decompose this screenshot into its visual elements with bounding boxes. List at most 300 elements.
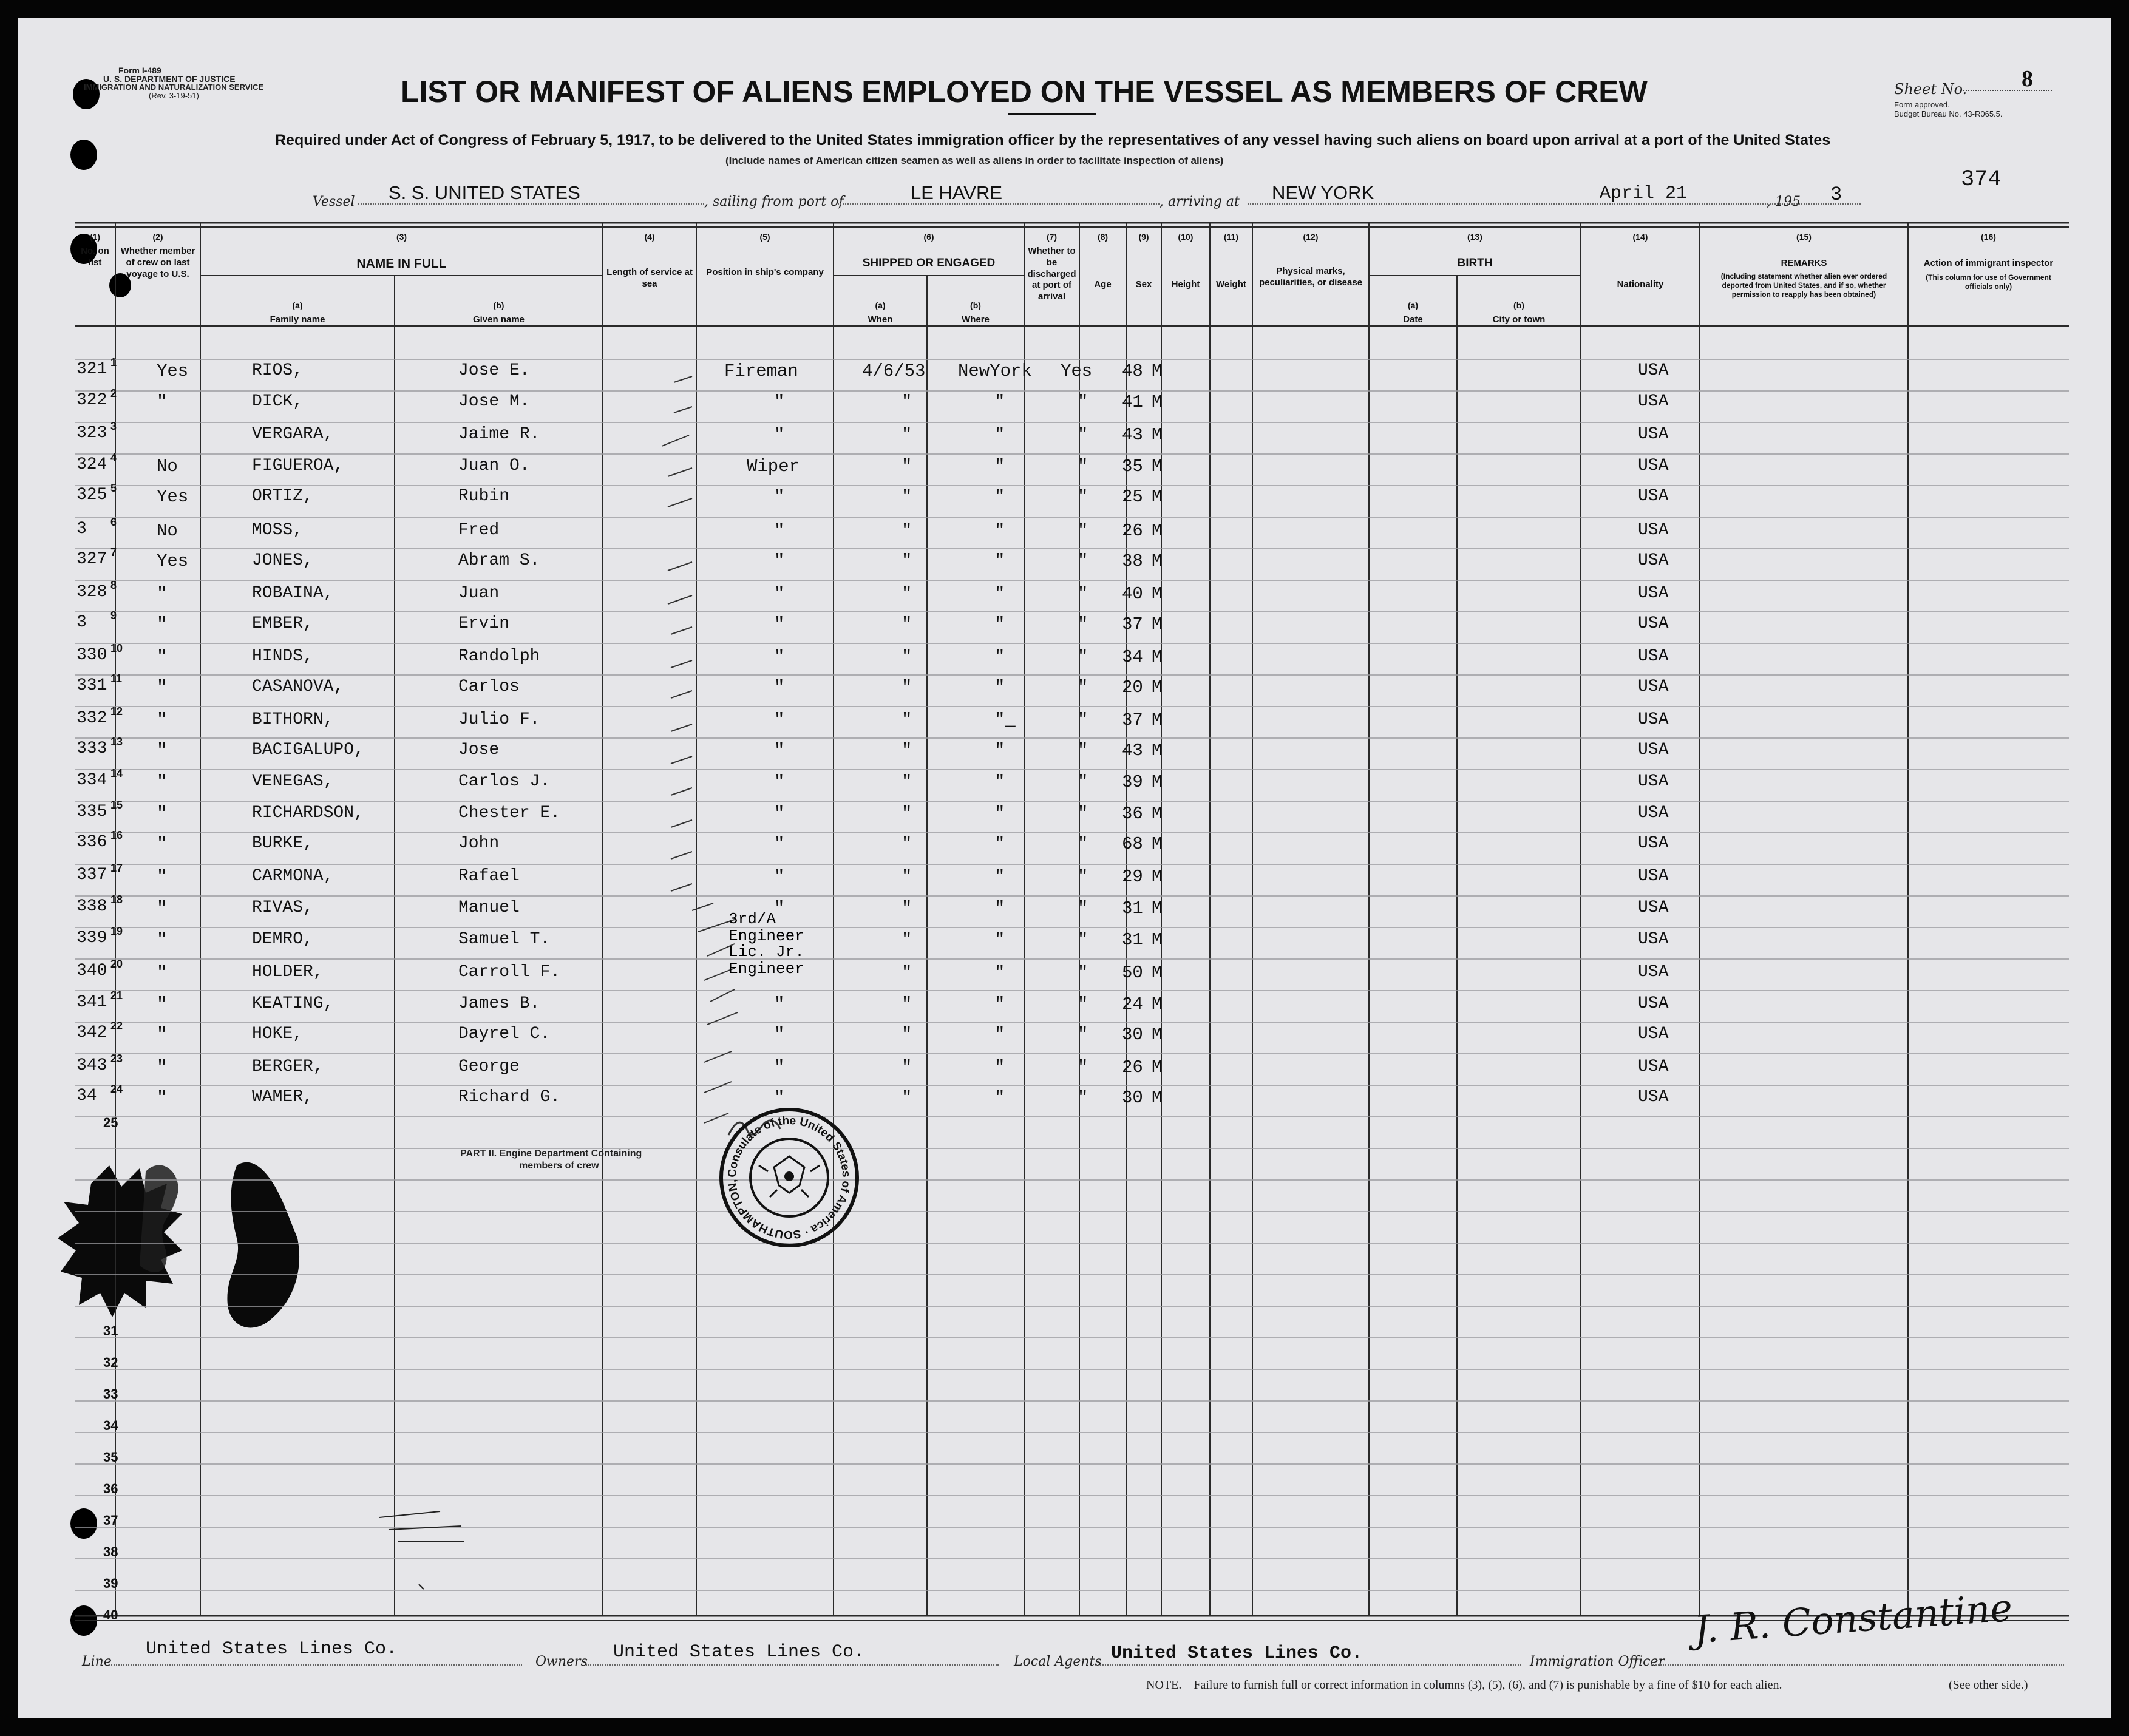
column-number-c11: (11)	[1223, 232, 1239, 242]
crew-last-voyage: "	[157, 1057, 168, 1077]
subcolumn-number-c13b: (b)	[1513, 300, 1524, 310]
handwritten-list-number: 3	[76, 613, 87, 632]
crew-nationality: USA	[1638, 867, 1669, 886]
crew-given-name: Ervin	[458, 614, 510, 633]
crew-position: "	[774, 614, 785, 634]
crew-age: 30	[1122, 1088, 1143, 1108]
crew-sex: M	[1152, 361, 1163, 381]
column-header-c12: Physical marks, peculiarities, or disease	[1258, 266, 1363, 288]
empty-line-number: 40	[103, 1607, 118, 1622]
crew-sex: M	[1152, 677, 1163, 697]
arriving-label: , arriving at	[1160, 194, 1240, 209]
crew-family-name: CARMONA,	[252, 867, 334, 886]
crew-age: 48	[1122, 361, 1143, 381]
handwritten-list-number: 325	[76, 486, 107, 504]
vessel-name: S. S. UNITED STATES	[389, 182, 580, 203]
empty-line-number: 33	[103, 1386, 118, 1402]
crew-sex: M	[1152, 1057, 1163, 1077]
crew-family-name: RIVAS,	[252, 898, 313, 917]
crew-age: 25	[1122, 487, 1143, 507]
empty-line-number: 36	[103, 1481, 118, 1496]
crew-sex: M	[1152, 392, 1163, 412]
crew-sex: M	[1152, 551, 1163, 571]
column-number-c3: (3)	[396, 232, 407, 242]
crew-position: "	[774, 677, 785, 697]
subcolumn-label-c6b: Where	[962, 314, 990, 325]
column-subheader-c16: (This column for use of Government officials only)	[1926, 273, 2051, 291]
crew-given-name: Fred	[458, 521, 500, 540]
crew-shipped-where: "	[994, 898, 1005, 918]
crew-shipped-where: "	[994, 1088, 1005, 1108]
column-number-c15: (15)	[1796, 232, 1812, 242]
column-number-c1: (1)	[89, 232, 101, 242]
crew-position: "	[774, 521, 785, 541]
empty-line-number: 34	[103, 1418, 118, 1433]
column-header-c4: Length of service at sea	[606, 267, 693, 289]
handwritten-list-number: 340	[76, 961, 107, 980]
crew-last-voyage: "	[157, 741, 168, 761]
sheet-number: 8	[2022, 66, 2033, 92]
crew-discharge: "	[1078, 551, 1088, 571]
crew-age: 34	[1122, 647, 1143, 667]
crew-shipped-where: "_	[994, 710, 1016, 730]
row-line-number: 22	[110, 1020, 123, 1032]
row-line-number: 8	[110, 579, 117, 591]
crew-position: Wiper	[747, 456, 800, 476]
crew-family-name: RIOS,	[252, 361, 304, 380]
footer-officer-label: Immigration Officer	[1530, 1654, 1665, 1669]
crew-shipped-where: "	[994, 867, 1005, 887]
crew-nationality: USA	[1638, 425, 1669, 444]
empty-line-number: 32	[103, 1355, 118, 1370]
crew-nationality: USA	[1638, 487, 1669, 506]
crew-discharge: "	[1078, 930, 1088, 950]
crew-nationality: USA	[1638, 647, 1669, 666]
crew-given-name: Rubin	[458, 487, 510, 506]
crew-family-name: WAMER,	[252, 1088, 313, 1107]
crew-shipped-where: "	[994, 521, 1005, 541]
stamp-text: Consulate of the United States of America · SOUTHAMPTON,	[725, 1114, 853, 1241]
crew-age: 37	[1122, 710, 1143, 730]
crew-given-name: Richard G.	[458, 1088, 561, 1107]
crew-family-name: JONES,	[252, 551, 313, 570]
crew-shipped-where: "	[994, 741, 1005, 761]
row-line-number: 16	[110, 829, 123, 841]
crew-discharge: "	[1078, 1025, 1088, 1045]
row-line-number: 11	[110, 673, 123, 685]
crew-shipped-where: "	[994, 1057, 1005, 1077]
crew-position: "	[774, 741, 785, 761]
crew-discharge: "	[1078, 834, 1088, 854]
crew-age: 37	[1122, 614, 1143, 634]
crew-discharge: Yes	[1061, 361, 1093, 381]
crew-shipped-where: "	[994, 647, 1005, 667]
stamp-number: 374	[1961, 167, 2002, 192]
handwritten-list-number: 336	[76, 833, 107, 852]
crew-position: "	[774, 392, 785, 412]
handwritten-list-number: 335	[76, 802, 107, 821]
crew-family-name: HOKE,	[252, 1025, 304, 1043]
crew-shipped-where: "	[994, 425, 1005, 445]
crew-discharge: "	[1078, 1057, 1088, 1077]
crew-family-name: BERGER,	[252, 1057, 324, 1076]
empty-line-number: 38	[103, 1544, 118, 1559]
crew-age: 38	[1122, 551, 1143, 571]
subcolumn-label-c13a: Date	[1403, 314, 1423, 325]
crew-last-voyage: "	[157, 1025, 168, 1045]
crew-nationality: USA	[1638, 392, 1669, 411]
crew-given-name: Juan O.	[458, 456, 530, 475]
footer-line-label: Line	[82, 1654, 112, 1669]
row-line-number: 1	[110, 356, 117, 368]
crew-shipped-where: "	[994, 584, 1005, 604]
crew-shipped-where: "	[994, 994, 1005, 1014]
crew-shipped-when: "	[902, 867, 912, 887]
crew-nationality: USA	[1638, 1025, 1669, 1043]
crew-shipped-where: "	[994, 963, 1005, 983]
crew-sex: M	[1152, 930, 1163, 950]
crew-family-name: FIGUEROA,	[252, 456, 344, 475]
form-number: Form I-489	[118, 66, 161, 75]
footer-owners-fill	[586, 1664, 999, 1666]
row-line-number: 10	[110, 642, 123, 654]
revision-date: (Rev. 3-19-51)	[149, 91, 199, 100]
crew-position: Fireman	[724, 361, 798, 381]
handwritten-list-number: 327	[76, 550, 107, 569]
crew-shipped-when: "	[902, 1088, 912, 1108]
crew-discharge: "	[1078, 867, 1088, 887]
crew-nationality: USA	[1638, 1057, 1669, 1076]
handwritten-list-number: 330	[76, 646, 107, 665]
crew-shipped-when: "	[902, 392, 912, 412]
crew-age: 26	[1122, 1057, 1143, 1077]
crew-shipped-when: "	[902, 963, 912, 983]
crew-shipped-when: 4/6/53	[862, 361, 926, 381]
crew-age: 50	[1122, 963, 1143, 983]
crew-given-name: Carroll F.	[458, 963, 561, 982]
crew-shipped-when: "	[902, 898, 912, 918]
crew-family-name: HOLDER,	[252, 963, 324, 982]
subtitle-note: (Include names of American citizen seamen as well as aliens in order to facilitate inspection of aliens)	[725, 155, 1224, 166]
crew-last-voyage: "	[157, 614, 168, 634]
crew-position: "	[774, 1057, 785, 1077]
budget-bureau: Budget Bureau No. 43-R065.5.	[1894, 109, 2003, 118]
service-name: IMMIGRATION AND NATURALIZATION SERVICE	[84, 83, 264, 92]
crew-shipped-when: "	[902, 930, 912, 950]
subcolumn-label-c6a: When	[868, 314, 893, 325]
row-line-number: 23	[110, 1053, 123, 1065]
crew-nationality: USA	[1638, 551, 1669, 570]
crew-last-voyage: "	[157, 677, 168, 697]
crew-sex: M	[1152, 898, 1163, 918]
handwritten-list-number: 343	[76, 1056, 107, 1075]
crew-given-name: Randolph	[458, 647, 540, 666]
vessel-label: Vessel	[313, 194, 355, 209]
crew-nationality: USA	[1638, 963, 1669, 982]
handwritten-list-number: 3	[76, 520, 87, 538]
crew-sex: M	[1152, 867, 1163, 887]
crew-shipped-when: "	[902, 772, 912, 792]
crew-last-voyage: "	[157, 963, 168, 983]
crew-sex: M	[1152, 647, 1163, 667]
crew-shipped-where: "	[994, 834, 1005, 854]
footer-officer-fill	[1651, 1664, 2064, 1666]
subcolumn-label-c3b: Given name	[472, 314, 525, 325]
row-line-number: 9	[110, 609, 117, 622]
arrival-year-digit: 3	[1830, 183, 1842, 206]
crew-discharge: "	[1078, 614, 1088, 634]
crew-sex: M	[1152, 1088, 1163, 1108]
crew-shipped-where: "	[994, 487, 1005, 507]
row-line-number: 2	[110, 387, 117, 399]
crew-age: 30	[1122, 1025, 1143, 1045]
column-header-c2: Whether member of crew on last voyage to U.S.	[120, 246, 195, 279]
footer-agents-value: United States Lines Co.	[1111, 1643, 1363, 1664]
empty-line-number: 25	[103, 1115, 118, 1130]
subcolumn-number-c13a: (a)	[1407, 300, 1419, 310]
column-number-c6: (6)	[923, 232, 934, 242]
column-header-c10: Height	[1171, 279, 1200, 290]
row-line-number: 7	[110, 546, 117, 558]
row-line-number: 5	[110, 482, 117, 494]
crew-position: "	[774, 551, 785, 571]
crew-nationality: USA	[1638, 741, 1669, 759]
handwritten-list-number: 321	[76, 360, 107, 379]
crew-sex: M	[1152, 994, 1163, 1014]
subcolumn-label-c3a: Family name	[270, 314, 325, 325]
crew-shipped-where: "	[994, 392, 1005, 412]
crew-nationality: USA	[1638, 710, 1669, 729]
crew-given-name: Jaime R.	[458, 425, 540, 444]
crew-position: Lic. Jr. Engineer	[728, 943, 804, 978]
crew-position: "	[774, 772, 785, 792]
crew-nationality: USA	[1638, 994, 1669, 1013]
crew-age: 43	[1122, 741, 1143, 761]
crew-given-name: Carlos	[458, 677, 520, 696]
page-title: LIST OR MANIFEST OF ALIENS EMPLOYED ON THE VESSEL AS MEMBERS OF CREW	[401, 75, 1648, 109]
crew-position: "	[774, 867, 785, 887]
crew-discharge: "	[1078, 994, 1088, 1014]
column-header-c14: Nationality	[1617, 279, 1664, 290]
crew-nationality: USA	[1638, 677, 1669, 696]
crew-sex: M	[1152, 834, 1163, 854]
crew-last-voyage: "	[157, 584, 168, 604]
crew-age: 68	[1122, 834, 1143, 854]
handwritten-list-number: 339	[76, 929, 107, 948]
footer-agents-label: Local Agents	[1014, 1654, 1102, 1669]
crew-family-name: DICK,	[252, 392, 304, 411]
row-line-number: 14	[110, 767, 123, 779]
row-line-number: 19	[110, 925, 123, 937]
handwritten-list-number: 328	[76, 583, 107, 602]
crew-position: "	[774, 425, 785, 445]
crew-shipped-when: "	[902, 741, 912, 761]
crew-family-name: MOSS,	[252, 521, 304, 540]
column-subheader-c15: (Including statement whether alien ever ordered deported from United States, and if so, whether permission to reapply has been obtained)	[1720, 272, 1887, 299]
crew-family-name: VENEGAS,	[252, 772, 334, 791]
row-line-number: 20	[110, 958, 123, 970]
crew-last-voyage: "	[157, 392, 168, 412]
consulate-seal-icon	[716, 1105, 862, 1250]
crew-position: "	[774, 994, 785, 1014]
crew-discharge: "	[1078, 963, 1088, 983]
crew-discharge: "	[1078, 1088, 1088, 1108]
column-number-c16: (16)	[1981, 232, 1996, 242]
see-other-side: (See other side.)	[1949, 1678, 2028, 1692]
crew-family-name: ROBAINA,	[252, 584, 334, 603]
handwritten-list-number: 338	[76, 897, 107, 916]
column-number-c13: (13)	[1467, 232, 1482, 242]
crew-sex: M	[1152, 521, 1163, 541]
column-header-c15: REMARKS	[1781, 258, 1827, 268]
crew-family-name: HINDS,	[252, 647, 313, 666]
crew-position: "	[774, 1088, 785, 1108]
column-number-c2: (2)	[152, 232, 163, 242]
crew-shipped-when: "	[902, 677, 912, 697]
handwritten-list-number: 323	[76, 424, 107, 442]
crew-shipped-when: "	[902, 804, 912, 824]
crew-shipped-when: "	[902, 1025, 912, 1045]
crew-age: 41	[1122, 392, 1143, 412]
column-header-c1: No. on list	[81, 246, 109, 268]
column-header-c16: Action of immigrant inspector	[1923, 258, 2054, 268]
crew-given-name: Manuel	[458, 898, 520, 917]
crew-sex: M	[1152, 804, 1163, 824]
column-header-c6: SHIPPED OR ENGAGED	[862, 257, 996, 270]
crew-shipped-when: "	[902, 584, 912, 604]
column-header-c8: Age	[1094, 279, 1112, 290]
crew-nationality: USA	[1638, 361, 1669, 380]
crew-nationality: USA	[1638, 584, 1669, 603]
column-number-c4: (4)	[644, 232, 655, 242]
crew-shipped-when: "	[902, 614, 912, 634]
handwritten-list-number: 322	[76, 391, 107, 410]
crew-last-voyage: Yes	[157, 487, 189, 507]
crew-last-voyage: "	[157, 710, 168, 730]
crew-last-voyage: No	[157, 456, 178, 476]
crew-sex: M	[1152, 741, 1163, 761]
crew-sex: M	[1152, 584, 1163, 604]
crew-shipped-when: "	[902, 994, 912, 1014]
row-line-number: 6	[110, 516, 117, 528]
column-header-c13: BIRTH	[1457, 257, 1493, 270]
crew-given-name: James B.	[458, 994, 540, 1013]
column-number-c10: (10)	[1178, 232, 1194, 242]
manifest-page	[18, 18, 2111, 1718]
column-header-c11: Weight	[1216, 279, 1246, 290]
crew-shipped-when: "	[902, 487, 912, 507]
column-number-c7: (7)	[1046, 232, 1058, 242]
handwritten-list-number: 341	[76, 993, 107, 1012]
row-line-number: 21	[110, 989, 123, 1002]
crew-position: "	[774, 1025, 785, 1045]
subtitle: Required under Act of Congress of February 5, 1917, to be delivered to the United States immigration officer by the representatives of any vessel having such aliens on board upon arrival at a port of the United States	[275, 132, 1831, 149]
crew-age: 24	[1122, 994, 1143, 1014]
row-line-number: 18	[110, 893, 123, 906]
empty-line-number: 37	[103, 1513, 118, 1528]
crew-shipped-when: "	[902, 1057, 912, 1077]
subcolumn-number-c6b: (b)	[970, 300, 981, 310]
port-from: LE HAVRE	[911, 182, 1003, 203]
row-line-number: 4	[110, 452, 117, 464]
crew-discharge: "	[1078, 710, 1088, 730]
crew-sex: M	[1152, 425, 1163, 445]
crew-nationality: USA	[1638, 614, 1669, 633]
crew-last-voyage: No	[157, 521, 178, 541]
crew-last-voyage: Yes	[157, 551, 189, 571]
crew-position: "	[774, 487, 785, 507]
crew-discharge: "	[1078, 425, 1088, 445]
crew-age: 43	[1122, 425, 1143, 445]
crew-position: "	[774, 898, 785, 918]
crew-family-name: CASANOVA,	[252, 677, 344, 696]
crew-family-name: ORTIZ,	[252, 487, 313, 506]
handwritten-list-number: 333	[76, 739, 107, 758]
crew-given-name: Chester E.	[458, 804, 561, 822]
crew-last-voyage: "	[157, 834, 168, 854]
crew-position: "	[774, 710, 785, 730]
crew-family-name: VERGARA,	[252, 425, 334, 444]
crew-position: "	[774, 834, 785, 854]
footer-owners-label: Owners	[535, 1654, 588, 1669]
crew-age: 29	[1122, 867, 1143, 887]
crew-family-name: RICHARDSON,	[252, 804, 364, 822]
column-number-c12: (12)	[1303, 232, 1319, 242]
crew-discharge: "	[1078, 647, 1088, 667]
empty-line-number: 31	[103, 1323, 118, 1338]
crew-nationality: USA	[1638, 834, 1669, 853]
column-header-c9: Sex	[1135, 279, 1152, 290]
crew-last-voyage: "	[157, 994, 168, 1014]
crew-shipped-where: "	[994, 772, 1005, 792]
sheet-label: Sheet No.	[1894, 81, 1968, 98]
handwritten-list-number: 337	[76, 866, 107, 884]
crew-nationality: USA	[1638, 1088, 1669, 1107]
part-note: PART II. Engine Department Containing	[460, 1148, 642, 1159]
crew-given-name: John	[458, 834, 500, 853]
crew-shipped-when: "	[902, 710, 912, 730]
crew-sex: M	[1152, 487, 1163, 507]
crew-given-name: Dayrel C.	[458, 1025, 551, 1043]
column-header-c7: Whether to be discharged at port of arrival	[1027, 246, 1076, 302]
crew-family-name: EMBER,	[252, 614, 313, 633]
crew-last-voyage: "	[157, 1088, 168, 1108]
crew-discharge: "	[1078, 392, 1088, 412]
crew-shipped-where: "	[994, 456, 1005, 476]
crew-given-name: Rafael	[458, 867, 520, 886]
crew-shipped-when: "	[902, 647, 912, 667]
port-arriving: NEW YORK	[1272, 182, 1374, 203]
crew-discharge: "	[1078, 898, 1088, 918]
crew-given-name: Jose	[458, 741, 500, 759]
crew-age: 36	[1122, 804, 1143, 824]
crew-last-voyage: "	[157, 647, 168, 667]
crew-given-name: Jose M.	[458, 392, 530, 411]
handwritten-list-number: 342	[76, 1023, 107, 1042]
crew-last-voyage: "	[157, 930, 168, 950]
crew-sex: M	[1152, 456, 1163, 476]
crew-last-voyage: "	[157, 867, 168, 887]
crew-shipped-where: "	[994, 1025, 1005, 1045]
department-name: U. S. DEPARTMENT OF JUSTICE	[103, 74, 236, 84]
crew-shipped-where: "	[994, 614, 1005, 634]
column-number-c9: (9)	[1138, 232, 1149, 242]
arrival-date: April 21	[1600, 183, 1688, 204]
crew-shipped-when: "	[902, 551, 912, 571]
crew-last-voyage: "	[157, 772, 168, 792]
column-number-c5: (5)	[759, 232, 770, 242]
crew-discharge: "	[1078, 521, 1088, 541]
